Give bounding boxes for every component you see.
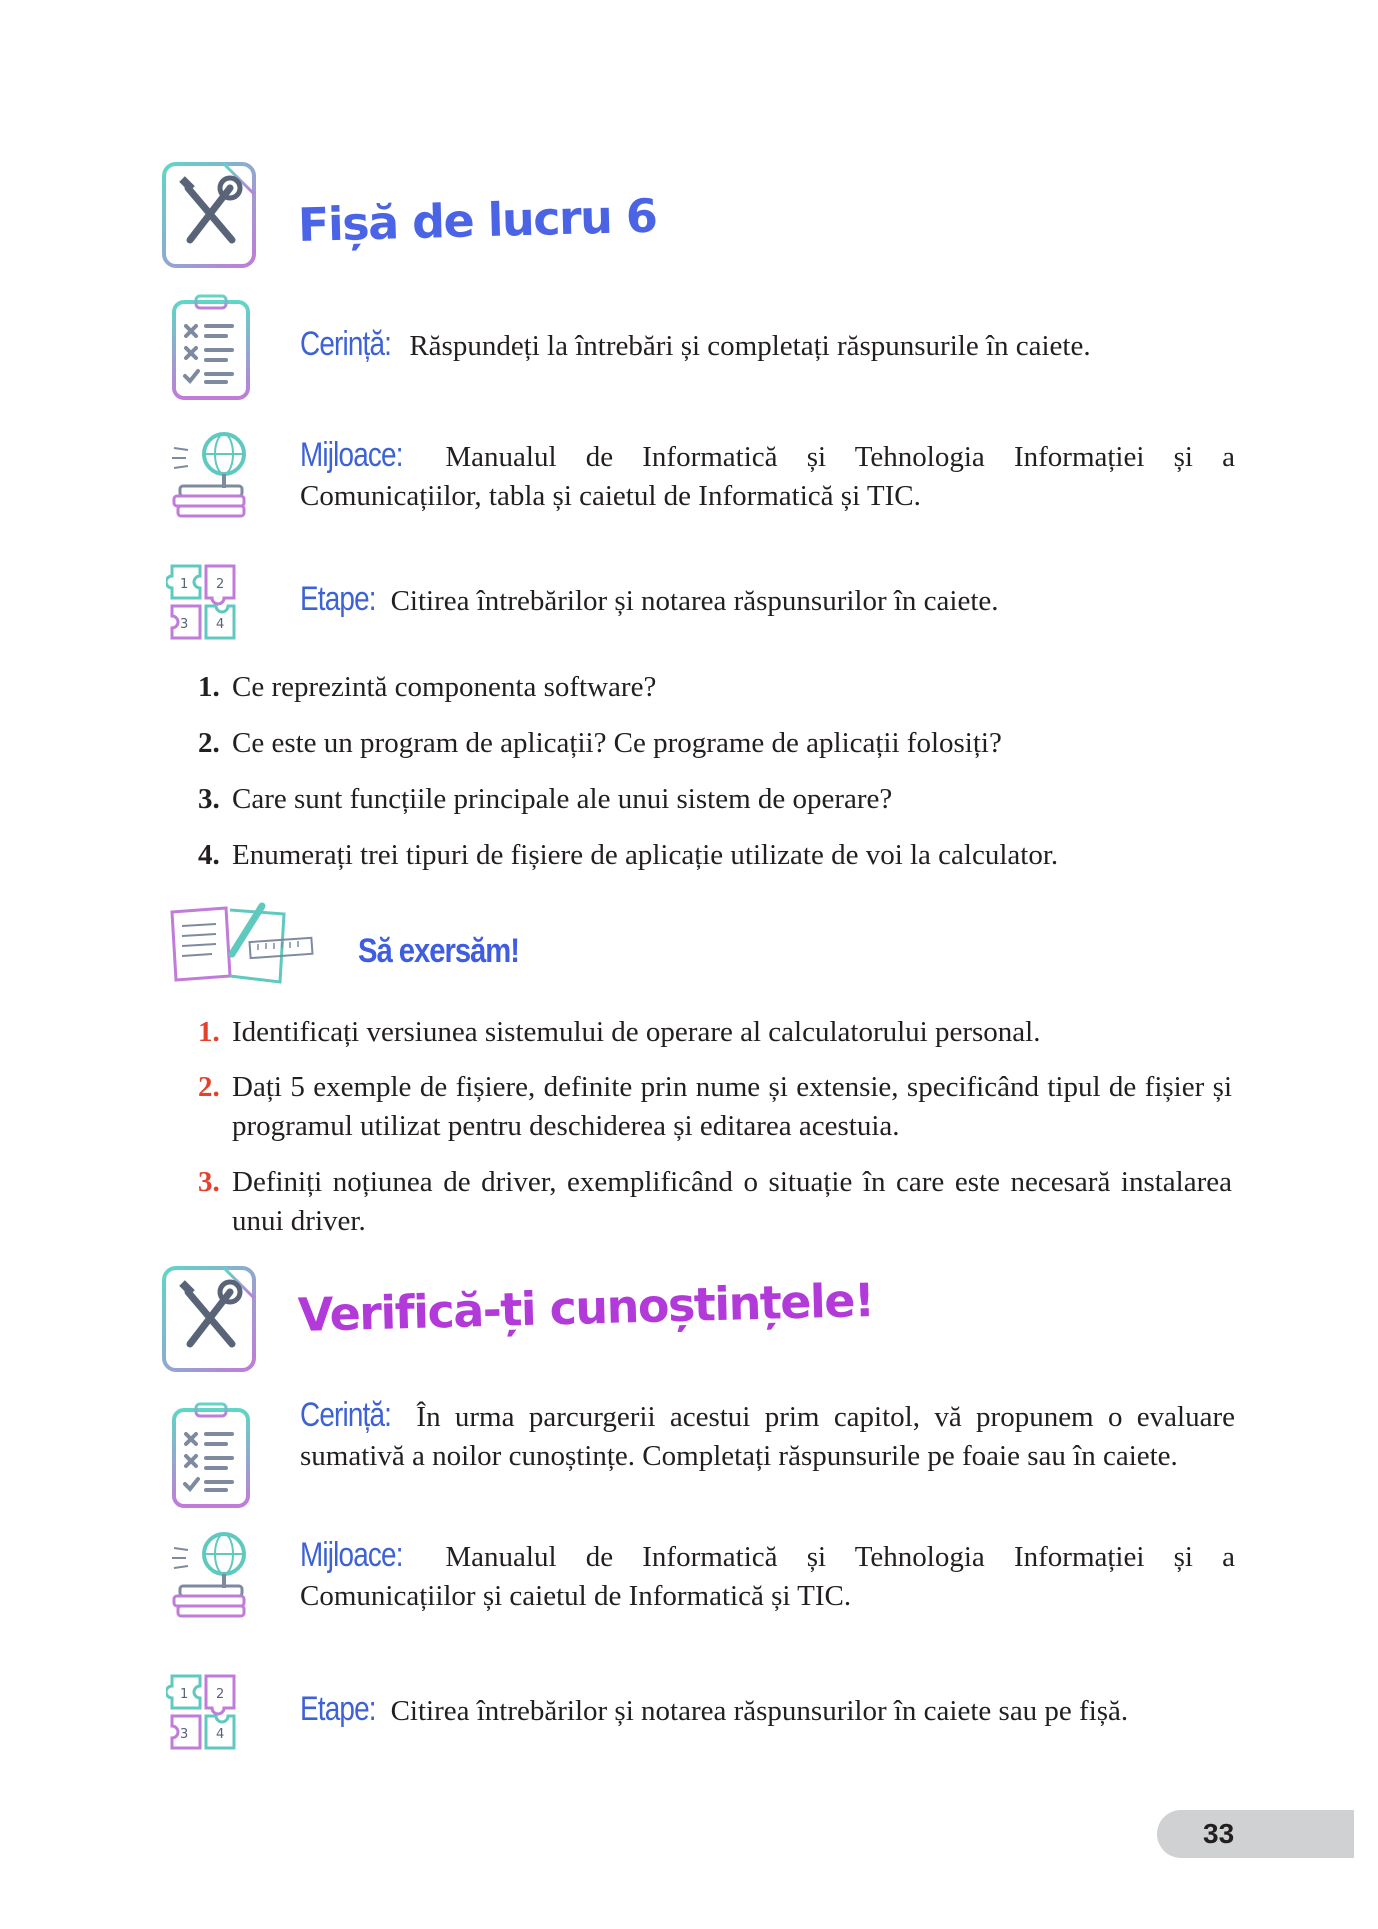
list-item xyxy=(198,668,1238,707)
svg-text:2: 2 xyxy=(216,577,225,592)
exercise-number: 1. xyxy=(198,1016,220,1048)
cerinta-label: Cerință: xyxy=(300,1396,392,1434)
page-number: 33 xyxy=(1203,1818,1235,1849)
question-number: 2. xyxy=(198,727,220,759)
mijloace-label: Mijloace: xyxy=(300,1536,403,1574)
worksheet-title: Fișă de lucru 6 xyxy=(297,188,658,252)
list-item xyxy=(198,724,1238,763)
question-text: Ce reprezintă componenta software? xyxy=(232,671,657,703)
puzzle-icon xyxy=(166,1668,258,1758)
exercise-text: Dați 5 exemple de fișiere, definite prin nume și extensie, specificând tipul de fișier și programul utilizat pentru deschiderea și editarea acestuia. xyxy=(232,1071,1232,1142)
tools-icon xyxy=(160,1264,260,1376)
cerinta-text: Răspundeți la întrebări și completați răspunsurile în caiete. xyxy=(409,330,1091,362)
tools-icon xyxy=(160,160,260,272)
svg-text:2: 2 xyxy=(216,1687,225,1702)
check-knowledge-title: Verifică-ți cunoștințele! xyxy=(297,1272,875,1342)
globe-books-icon xyxy=(166,1528,258,1620)
etape-row xyxy=(300,1690,1235,1731)
etape-label: Etape: xyxy=(300,1690,376,1728)
svg-text:3: 3 xyxy=(180,617,189,632)
mijloace-row xyxy=(300,1536,1235,1616)
list-item xyxy=(198,1163,1238,1241)
svg-text:1: 1 xyxy=(180,577,189,592)
question-text: Ce este un program de aplicații? Ce programe de aplicații folosiți? xyxy=(232,727,1002,759)
exercises-title: Să exersăm! xyxy=(358,932,519,970)
etape-label: Etape: xyxy=(300,580,376,618)
svg-text:4: 4 xyxy=(216,617,225,632)
list-item xyxy=(198,1068,1238,1146)
notebook-pencil-icon xyxy=(166,902,316,986)
question-text: Enumerați trei tipuri de fișiere de aplicație utilizate de voi la calculator. xyxy=(232,839,1059,871)
list-item xyxy=(198,1013,1238,1052)
list-item xyxy=(198,836,1238,875)
mijloace-text: Manualul de Informatică și Tehnologia Informației și a Comunicațiilor și caietul de Informatică și TIC. xyxy=(300,1541,1236,1612)
checklist-icon xyxy=(170,292,252,402)
svg-text:4: 4 xyxy=(216,1727,225,1742)
checklist-icon xyxy=(170,1400,252,1510)
cerinta-row xyxy=(300,325,1235,366)
exercise-text: Identificați versiunea sistemului de operare al calculatorului personal. xyxy=(232,1016,1041,1048)
mijloace-text: Manualul de Informatică și Tehnologia Informației și a Comunicațiilor, tabla și caietul de Informatică și TIC. xyxy=(300,441,1236,512)
cerinta-label: Cerință: xyxy=(300,325,392,363)
puzzle-icon xyxy=(166,558,258,648)
exercise-text: Definiți noțiunea de driver, exemplificând o situație în care este necesară instalarea unui driver. xyxy=(232,1166,1232,1237)
etape-text: Citirea întrebărilor și notarea răspunsurilor în caiete. xyxy=(390,585,999,617)
exercise-number: 2. xyxy=(198,1071,220,1103)
svg-text:3: 3 xyxy=(180,1727,189,1742)
cerinta-text: În urma parcurgerii acestui prim capitol, vă propunem o evaluare sumativă a noilor cunoștințe. Completați răspunsurile pe foaie sau în caiete. xyxy=(300,1401,1236,1472)
cerinta-row xyxy=(300,1396,1235,1476)
svg-text:1: 1 xyxy=(180,1687,189,1702)
question-number: 3. xyxy=(198,783,220,815)
etape-row xyxy=(300,580,1235,621)
question-number: 4. xyxy=(198,839,220,871)
question-text: Care sunt funcțiile principale ale unui sistem de operare? xyxy=(232,783,893,815)
mijloace-label: Mijloace: xyxy=(300,436,403,474)
etape-text: Citirea întrebărilor și notarea răspunsurilor în caiete sau pe fișă. xyxy=(390,1695,1129,1727)
question-number: 1. xyxy=(198,671,220,703)
list-item xyxy=(198,780,1238,819)
globe-books-icon xyxy=(166,428,258,520)
page-number-tab xyxy=(1157,1810,1354,1858)
exercise-number: 3. xyxy=(198,1166,220,1198)
mijloace-row xyxy=(300,436,1235,516)
